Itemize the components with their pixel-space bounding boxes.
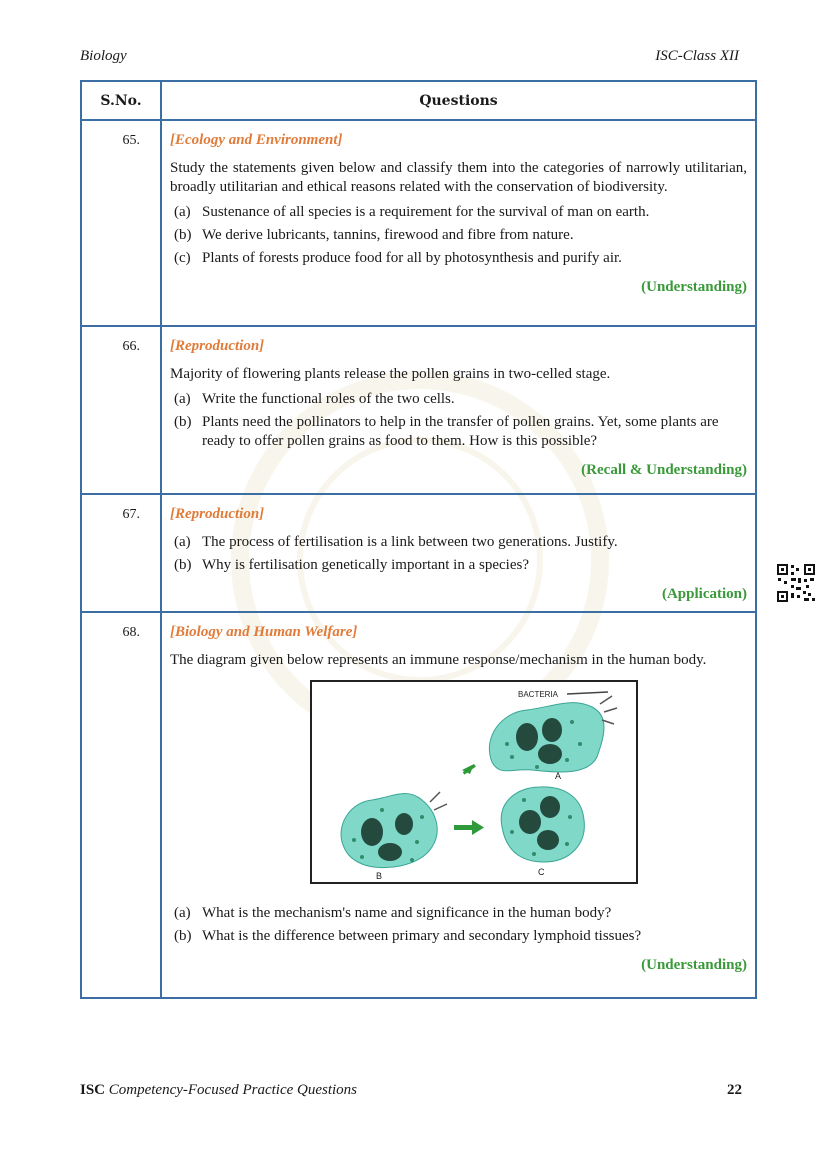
sub-label: (a) <box>174 391 191 407</box>
footer-title: Competency-Focused Practice Questions <box>108 1082 358 1098</box>
label-c: C <box>538 867 545 877</box>
sub-label: (a) <box>174 534 191 550</box>
subject-header: Biology <box>80 48 127 64</box>
sub-text: What is the mechanism's name and significance in the human body? <box>202 905 612 921</box>
arrow-a-to-b <box>462 764 476 775</box>
sub-label: (b) <box>174 928 192 944</box>
topic-label: [Ecology and Environment] <box>170 132 343 148</box>
footer-isc: ISC <box>80 1082 106 1098</box>
class-header: ISC-Class XII <box>655 48 739 64</box>
label-b: B <box>376 871 383 881</box>
sub-question <box>170 904 747 923</box>
sub-label: (a) <box>174 905 191 921</box>
qr-code-icon[interactable] <box>776 563 816 603</box>
topic-label: [Reproduction] <box>170 338 265 354</box>
sub-question <box>170 226 747 245</box>
skill-tag: (Understanding) <box>641 957 747 973</box>
sub-label: (c) <box>174 250 191 266</box>
sub-text: Plants need the pollinators to help in the transfer of pollen grains. Yet, some plants are ready to offer pollen grains as food to them. How is this possible? <box>202 414 719 449</box>
question-number: 68. <box>81 612 161 998</box>
questions-table <box>80 80 757 999</box>
topic-label: [Biology and Human Welfare] <box>170 624 358 640</box>
question-number: 67. <box>81 494 161 612</box>
question-row-67 <box>81 494 756 612</box>
sub-question <box>170 390 747 409</box>
page-number: 22 <box>727 1082 742 1098</box>
sub-label: (b) <box>174 227 192 243</box>
skill-tag: (Recall & Understanding) <box>581 462 747 478</box>
cell-c <box>501 787 584 862</box>
sub-text: Why is fertilisation genetically important in a species? <box>202 557 529 573</box>
skill-tag: (Understanding) <box>641 279 747 295</box>
cell-b <box>341 792 447 868</box>
question-statement: The diagram given below represents an immune response/mechanism in the human body. <box>170 652 707 668</box>
sub-text: Plants of forests produce food for all by photosynthesis and purify air. <box>202 250 622 266</box>
header-questions: Questions <box>161 81 756 120</box>
bacteria-label: BACTERIA <box>518 690 559 699</box>
question-statement: Majority of flowering plants release the pollen grains in two-celled stage. <box>170 366 611 382</box>
sub-question <box>170 203 747 222</box>
sub-text: We derive lubricants, tannins, firewood and fibre from nature. <box>202 227 574 243</box>
sub-text: The process of fertilisation is a link between two generations. Justify. <box>202 534 618 550</box>
question-statement: Study the statements given below and classify them into the categories of narrowly utilitarian, broadly utilitarian and ethical reasons related with the conservation of biodiversity. <box>170 160 747 195</box>
arrow-b-to-c <box>454 820 484 835</box>
sub-label: (a) <box>174 204 191 220</box>
sub-question <box>170 556 747 575</box>
sub-text: Write the functional roles of the two cells. <box>202 391 455 407</box>
question-number: 65. <box>81 120 161 326</box>
sub-question <box>170 533 747 552</box>
question-row-66 <box>81 326 756 494</box>
question-row-68 <box>81 612 756 998</box>
label-a: A <box>555 771 562 781</box>
question-number: 66. <box>81 326 161 494</box>
sub-question <box>170 249 747 268</box>
sub-text: What is the difference between primary and secondary lymphoid tissues? <box>202 928 642 944</box>
skill-tag: (Application) <box>661 586 747 602</box>
cell-a <box>489 696 617 772</box>
immune-response-diagram <box>310 680 638 884</box>
page-footer <box>80 1082 742 1099</box>
sub-text: Sustenance of all species is a requirement for the survival of man on earth. <box>202 204 650 220</box>
header-sno: S.No. <box>81 81 161 120</box>
sub-question <box>170 413 747 451</box>
sub-label: (b) <box>174 557 192 573</box>
question-row-65 <box>81 120 756 326</box>
sub-label: (b) <box>174 414 192 430</box>
topic-label: [Reproduction] <box>170 506 265 522</box>
sub-question <box>170 927 747 946</box>
